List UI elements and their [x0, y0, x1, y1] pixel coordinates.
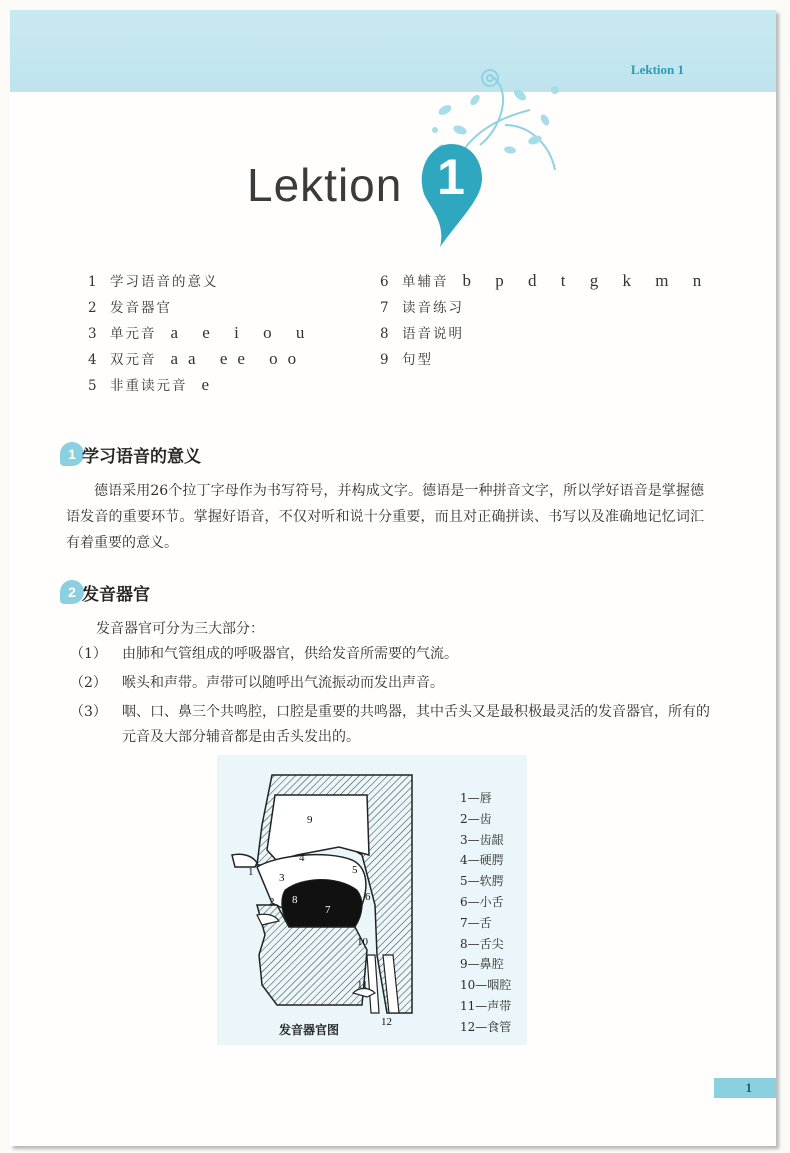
lesson-contents-left	[88, 268, 368, 398]
lesson-contents-right	[380, 268, 710, 372]
organ-parts-list	[70, 642, 710, 754]
legend-item: 11—声带	[460, 998, 512, 1013]
toc-item: 4 双元音 aa ee oo	[88, 349, 307, 368]
toc-item: 9 句型	[380, 352, 433, 368]
legend-item: 12—食管	[460, 1019, 512, 1034]
textbook-page	[10, 10, 776, 1146]
toc-item: 3 单元音 a e i o u	[88, 323, 315, 342]
toc-item: 6 单辅音 b p d t g k m n	[380, 271, 712, 290]
toc-item: 7 读音练习	[380, 300, 464, 316]
organ-label-9: 9	[307, 814, 313, 826]
legend-item: 6—小舌	[460, 894, 504, 909]
legend-item: 10—咽腔	[460, 978, 512, 993]
legend-item: 2—齿	[460, 811, 492, 826]
lesson-number-badge	[420, 142, 490, 252]
legend-item: 9—鼻腔	[460, 957, 504, 972]
lesson-title: Lektion	[247, 159, 403, 211]
section-title: 发音器官	[82, 585, 150, 605]
toc-item: 8 语音说明	[380, 326, 464, 342]
organ-label-6: 6	[365, 891, 371, 903]
paragraph: 德语采用26个拉丁字母作为书写符号，并构成文字。德语是一种拼音文字，所以学好语音是掌握德语发音的重要环节。掌握好语音，不仅对听和说十分重要，而且对正确拼读、书写以及准确地记忆词汇有着重要的意义。	[66, 483, 704, 551]
organ-label-12: 12	[381, 1016, 392, 1028]
toc-item: 1 学习语音的意义	[88, 274, 219, 290]
list-item: （2） 喉头和声带。声带可以随呼出气流振动而发出声音。	[70, 675, 444, 691]
section-1-body	[66, 478, 704, 556]
page-number: 1	[745, 1080, 752, 1095]
legend-item: 3—齿龈	[460, 832, 504, 847]
lesson-number: 1	[437, 149, 465, 205]
organ-label-3: 3	[279, 872, 285, 884]
organ-label-10: 10	[357, 936, 368, 948]
organ-label-5: 5	[352, 864, 358, 876]
organ-label-4: 4	[299, 852, 305, 864]
header-band	[10, 10, 776, 92]
toc-item: 5 非重读元音 e	[88, 375, 220, 394]
running-head: Lektion 1	[630, 62, 684, 77]
section-2-intro: 发音器官可分为三大部分：	[96, 621, 264, 637]
legend-item: 7—舌	[460, 915, 492, 930]
list-item: （3） 咽、口、鼻三个共鸣腔，口腔是重要的共鸣器，其中舌头又是最积极最灵活的发音器官，所有的元音及大部分辅音都是由舌头发出的。	[70, 704, 710, 745]
section-number-badge: 2	[60, 580, 84, 604]
organ-label-2: 2	[269, 896, 275, 908]
toc-item: 2 发音器官	[88, 300, 172, 316]
section-title: 学习语音的意义	[82, 447, 201, 467]
organ-label-11: 11	[357, 979, 368, 991]
organ-label-8: 8	[292, 894, 298, 906]
figure-caption: 发音器官图	[279, 1023, 340, 1037]
legend-item: 5—软腭	[460, 874, 504, 889]
legend-item: 1—唇	[460, 791, 492, 805]
legend-item: 4—硬腭	[460, 853, 504, 868]
section-number-badge: 1	[60, 442, 84, 466]
organ-label-7: 7	[325, 904, 331, 916]
organ-label-1: 1	[248, 866, 254, 878]
legend-item: 8—舌尖	[460, 936, 504, 951]
list-item: （1） 由肺和气管组成的呼吸器官，供给发音所需要的气流。	[70, 646, 458, 662]
figure-legend	[460, 788, 511, 1038]
